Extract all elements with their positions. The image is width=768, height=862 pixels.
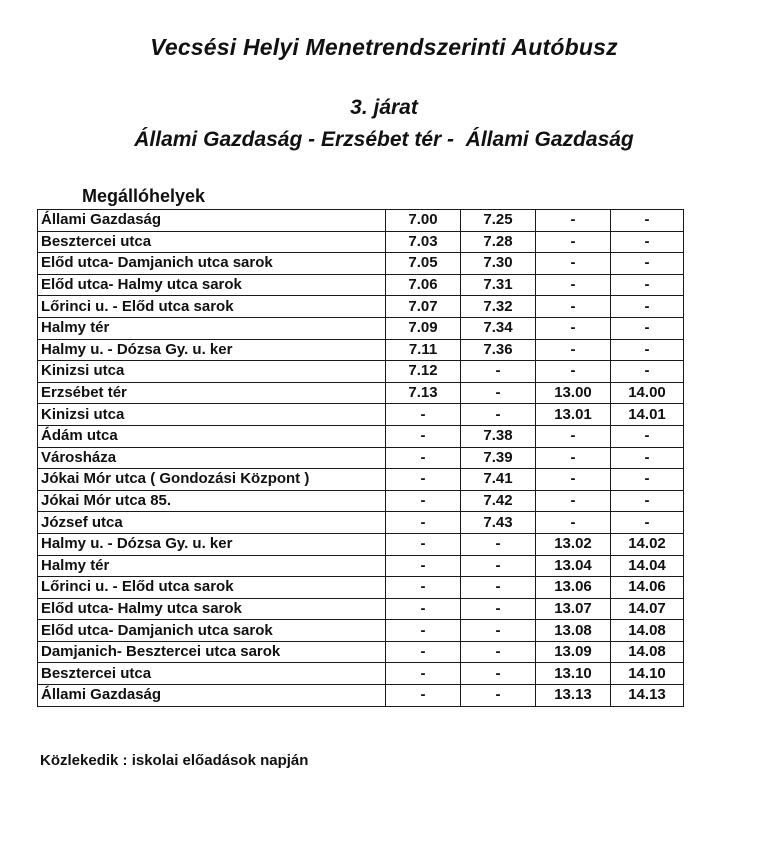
departure-time: -: [386, 404, 461, 426]
stop-name: Halmy u. - Dózsa Gy. u. ker: [38, 339, 386, 361]
table-row: [38, 533, 684, 555]
departure-time: -: [611, 447, 684, 469]
table-row: [38, 210, 684, 232]
departure-time: 14.08: [611, 620, 684, 642]
departure-time: -: [461, 641, 536, 663]
stop-name: Előd utca- Halmy utca sarok: [38, 598, 386, 620]
stop-name: Előd utca- Damjanich utca sarok: [38, 253, 386, 275]
departure-time: -: [386, 620, 461, 642]
table-row: [38, 339, 684, 361]
table-row: [38, 447, 684, 469]
stop-name: Halmy tér: [38, 317, 386, 339]
departure-time: 14.13: [611, 685, 684, 707]
table-row: [38, 404, 684, 426]
stop-name: Besztercei utca: [38, 663, 386, 685]
departure-time: 14.07: [611, 598, 684, 620]
departure-time: -: [536, 490, 611, 512]
departure-time: 7.06: [386, 274, 461, 296]
departure-time: 13.10: [536, 663, 611, 685]
timetable: [37, 209, 684, 707]
departure-time: 7.38: [461, 425, 536, 447]
stop-name: Kinizsi utca: [38, 404, 386, 426]
departure-time: 14.04: [611, 555, 684, 577]
departure-time: -: [536, 339, 611, 361]
departure-time: -: [386, 469, 461, 491]
table-row: [38, 382, 684, 404]
departure-time: -: [386, 425, 461, 447]
departure-time: -: [611, 361, 684, 383]
service-note: Közlekedik : iskolai előadások napján: [40, 752, 309, 769]
stop-name: Állami Gazdaság: [38, 210, 386, 232]
departure-time: -: [611, 253, 684, 275]
departure-time: 13.04: [536, 555, 611, 577]
departure-time: 7.36: [461, 339, 536, 361]
table-row: [38, 641, 684, 663]
table-row: [38, 361, 684, 383]
departure-time: 7.34: [461, 317, 536, 339]
departure-time: -: [536, 447, 611, 469]
departure-time: -: [611, 425, 684, 447]
table-row: [38, 425, 684, 447]
departure-time: 7.30: [461, 253, 536, 275]
departure-time: 13.13: [536, 685, 611, 707]
table-row: [38, 598, 684, 620]
stop-name: Előd utca- Damjanich utca sarok: [38, 620, 386, 642]
stop-name: Kinizsi utca: [38, 361, 386, 383]
departure-time: 7.03: [386, 231, 461, 253]
departure-time: 13.02: [536, 533, 611, 555]
departure-time: 13.00: [536, 382, 611, 404]
departure-time: 7.13: [386, 382, 461, 404]
departure-time: -: [461, 577, 536, 599]
table-row: [38, 577, 684, 599]
departure-time: 7.25: [461, 210, 536, 232]
departure-time: -: [536, 469, 611, 491]
departure-time: -: [461, 685, 536, 707]
departure-time: 7.09: [386, 317, 461, 339]
departure-time: -: [386, 685, 461, 707]
stop-name: Halmy tér: [38, 555, 386, 577]
departure-time: -: [461, 620, 536, 642]
stop-name: Damjanich- Besztercei utca sarok: [38, 641, 386, 663]
timetable-body: [38, 210, 684, 707]
departure-time: -: [611, 317, 684, 339]
departure-time: 7.42: [461, 490, 536, 512]
departure-time: -: [461, 404, 536, 426]
departure-time: -: [461, 555, 536, 577]
stop-name: Lőrinci u. - Előd utca sarok: [38, 577, 386, 599]
departure-time: -: [536, 253, 611, 275]
departure-time: -: [386, 447, 461, 469]
departure-time: 7.31: [461, 274, 536, 296]
table-row: [38, 490, 684, 512]
stop-name: József utca: [38, 512, 386, 534]
stop-name: Ádám utca: [38, 425, 386, 447]
table-row: [38, 512, 684, 534]
departure-time: -: [536, 361, 611, 383]
table-row: [38, 253, 684, 275]
departure-time: -: [611, 274, 684, 296]
departure-time: -: [536, 274, 611, 296]
stop-name: Városháza: [38, 447, 386, 469]
departure-time: -: [536, 210, 611, 232]
departure-time: -: [386, 663, 461, 685]
departure-time: -: [386, 512, 461, 534]
departure-time: 13.01: [536, 404, 611, 426]
departure-time: -: [386, 598, 461, 620]
departure-time: 7.07: [386, 296, 461, 318]
departure-time: -: [386, 577, 461, 599]
departure-time: 7.05: [386, 253, 461, 275]
table-row: [38, 469, 684, 491]
route-name: Állami Gazdaság - Erzsébet tér - Állami Gazdaság: [134, 128, 634, 151]
stops-heading: Megállóhelyek: [82, 186, 206, 206]
departure-time: -: [611, 210, 684, 232]
departure-time: 7.32: [461, 296, 536, 318]
departure-time: 7.12: [386, 361, 461, 383]
departure-time: -: [611, 231, 684, 253]
departure-time: 7.39: [461, 447, 536, 469]
departure-time: 14.10: [611, 663, 684, 685]
departure-time: -: [461, 382, 536, 404]
stop-name: Állami Gazdaság: [38, 685, 386, 707]
table-row: [38, 296, 684, 318]
departure-time: -: [461, 663, 536, 685]
departure-time: -: [611, 512, 684, 534]
table-row: [38, 231, 684, 253]
stop-name: Halmy u. - Dózsa Gy. u. ker: [38, 533, 386, 555]
departure-time: 13.06: [536, 577, 611, 599]
departure-time: -: [461, 533, 536, 555]
departure-time: -: [611, 469, 684, 491]
stop-name: Előd utca- Halmy utca sarok: [38, 274, 386, 296]
table-row: [38, 685, 684, 707]
departure-time: -: [536, 231, 611, 253]
departure-time: 7.00: [386, 210, 461, 232]
stop-name: Jókai Mór utca 85.: [38, 490, 386, 512]
departure-time: 13.08: [536, 620, 611, 642]
departure-time: -: [386, 641, 461, 663]
table-row: [38, 620, 684, 642]
document-title: Vecsési Helyi Menetrendszerinti Autóbusz: [150, 34, 618, 60]
departure-time: -: [386, 490, 461, 512]
departure-time: -: [536, 512, 611, 534]
departure-time: 13.09: [536, 641, 611, 663]
departure-time: -: [386, 555, 461, 577]
departure-time: -: [386, 533, 461, 555]
stop-name: Lőrinci u. - Előd utca sarok: [38, 296, 386, 318]
departure-time: 7.11: [386, 339, 461, 361]
table-row: [38, 274, 684, 296]
route-number: 3. járat: [350, 96, 418, 119]
departure-time: -: [611, 339, 684, 361]
departure-time: 7.28: [461, 231, 536, 253]
departure-time: -: [461, 598, 536, 620]
departure-time: -: [611, 296, 684, 318]
departure-time: 7.41: [461, 469, 536, 491]
departure-time: 14.02: [611, 533, 684, 555]
table-row: [38, 555, 684, 577]
departure-time: -: [536, 296, 611, 318]
departure-time: -: [611, 490, 684, 512]
stop-name: Jókai Mór utca ( Gondozási Központ ): [38, 469, 386, 491]
departure-time: -: [461, 361, 536, 383]
departure-time: 14.06: [611, 577, 684, 599]
departure-time: 7.43: [461, 512, 536, 534]
stop-name: Besztercei utca: [38, 231, 386, 253]
table-row: [38, 317, 684, 339]
departure-time: 14.00: [611, 382, 684, 404]
stop-name: Erzsébet tér: [38, 382, 386, 404]
departure-time: 13.07: [536, 598, 611, 620]
departure-time: 14.08: [611, 641, 684, 663]
table-row: [38, 663, 684, 685]
departure-time: -: [536, 425, 611, 447]
departure-time: 14.01: [611, 404, 684, 426]
departure-time: -: [536, 317, 611, 339]
